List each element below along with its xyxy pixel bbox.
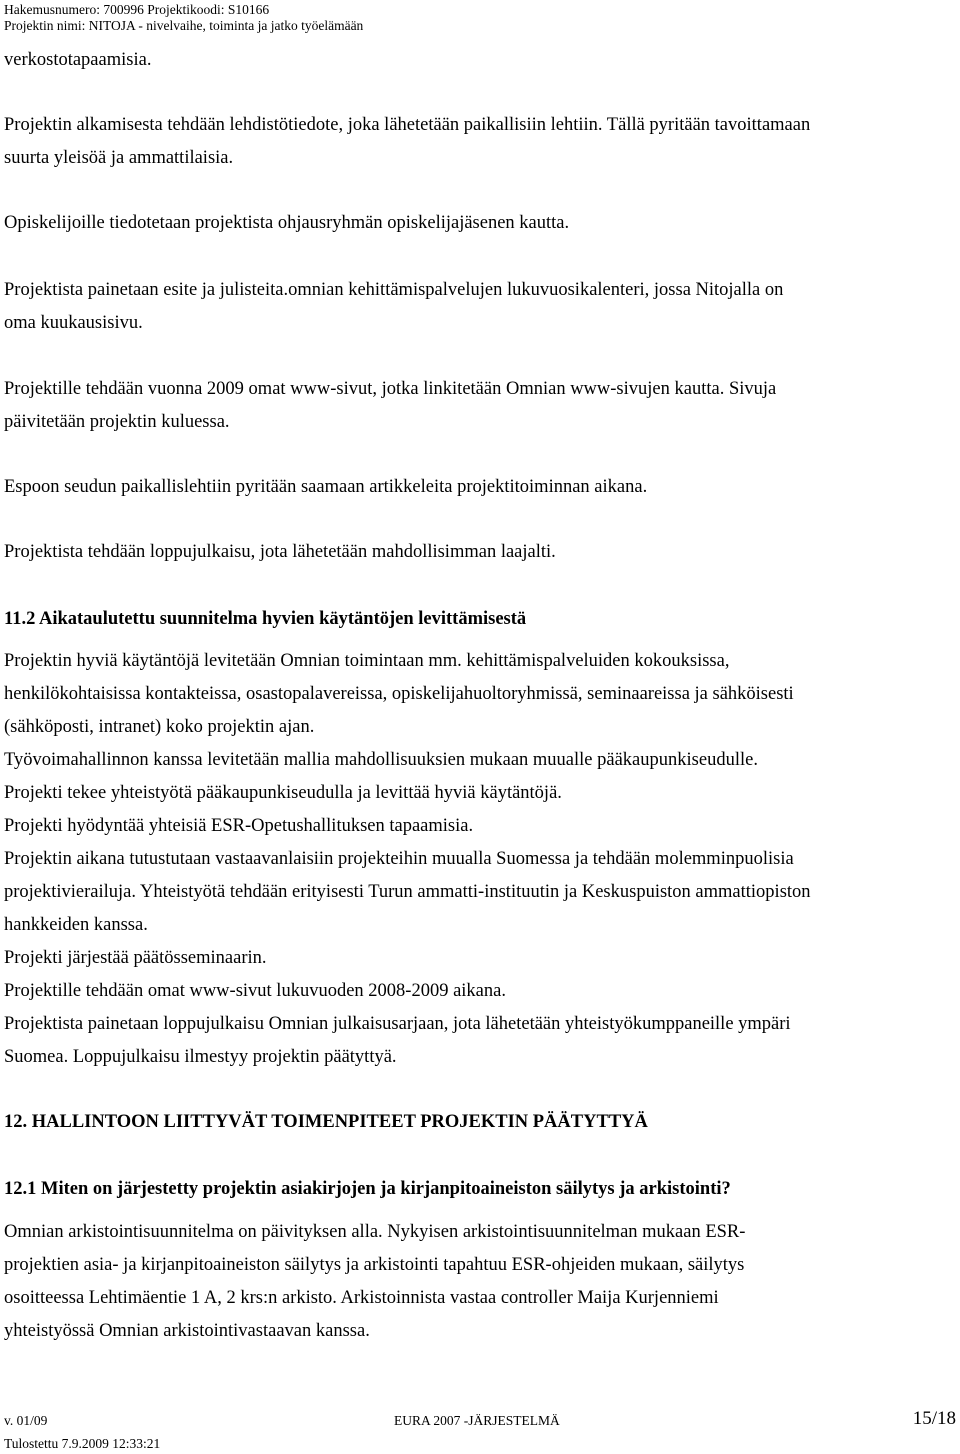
paragraph-line: Projektille tehdään omat www-sivut lukuvuoden 2008-2009 aikana. bbox=[4, 981, 506, 1001]
footer-system-name: EURA 2007 -JÄRJESTELMÄ bbox=[394, 1413, 560, 1428]
paragraph-line: Projekti hyödyntää yhteisiä ESR-Opetushallituksen tapaamisia. bbox=[4, 816, 474, 836]
paragraph-line: Projekti tekee yhteistyötä pääkaupunkiseudulla ja levittää hyviä käytäntöjä. bbox=[4, 783, 562, 803]
paragraph-line: osoitteessa Lehtimäentie 1 A, 2 krs:n arkisto. Arkistoinnista vastaa controller Maija Kurjenniemi bbox=[4, 1288, 719, 1308]
footer-version: v. 01/09 bbox=[4, 1413, 48, 1428]
paragraph-line: verkostotapaamisia. bbox=[4, 50, 152, 70]
paragraph-line: henkilökohtaisissa kontakteissa, osastopalavereissa, opiskelijahuoltoryhmissä, seminaareissa ja sähköisesti bbox=[4, 684, 794, 704]
section-heading-11-2: 11.2 Aikataulutettu suunnitelma hyvien käytäntöjen levittämisestä bbox=[4, 609, 527, 629]
paragraph-line: projektivierailuja. Yhteistyötä tehdään erityisesti Turun ammatti-instituutin ja Keskuspuiston ammattiopiston bbox=[4, 882, 811, 902]
paragraph-line: projektien asia- ja kirjanpitoaineiston säilytys ja arkistointi tapahtuu ESR-ohjeiden mukaan, säilytys bbox=[4, 1255, 745, 1275]
footer-printed-timestamp: Tulostettu 7.9.2009 12:33:21 bbox=[4, 1436, 161, 1451]
paragraph-line: Työvoimahallinnon kanssa levitetään mallia mahdollisuuksien mukaan muualle pääkaupunkiseudulle. bbox=[4, 750, 758, 770]
paragraph-line: päivitetään projektin kuluessa. bbox=[4, 412, 230, 432]
paragraph-line: Espoon seudun paikallislehtiin pyritään saamaan artikkeleita projektitoiminnan aikana. bbox=[4, 477, 648, 497]
paragraph-line: (sähköposti, intranet) koko projektin ajan. bbox=[4, 717, 315, 737]
paragraph-line: Projektin hyviä käytäntöjä levitetään Omnian toimintaan mm. kehittämispalveluiden kokouksissa, bbox=[4, 651, 730, 671]
paragraph-line: suurta yleisöä ja ammattilaisia. bbox=[4, 148, 234, 168]
paragraph-line: hankkeiden kanssa. bbox=[4, 915, 148, 935]
paragraph-line: Suomea. Loppujulkaisu ilmestyy projektin päätyttyä. bbox=[4, 1047, 397, 1067]
paragraph-line: Opiskelijoille tiedotetaan projektista ohjausryhmän opiskelijajäsenen kautta. bbox=[4, 213, 570, 233]
paragraph-line: Projektista painetaan esite ja julisteita.omnian kehittämispalvelujen lukuvuosikalenteri, jossa Nitojalla on bbox=[4, 280, 784, 300]
paragraph-line: oma kuukausisivu. bbox=[4, 313, 143, 333]
section-heading-12: 12. HALLINTOON LIITTYVÄT TOIMENPITEET PROJEKTIN PÄÄTYTTYÄ bbox=[4, 1112, 648, 1132]
header-application-number: Hakemusnumero: 700996 Projektikoodi: S10166 bbox=[4, 2, 270, 17]
header-project-name: Projektin nimi: NITOJA - nivelvaihe, toiminta ja jatko työelämään bbox=[4, 18, 364, 33]
paragraph-line: Projektista tehdään loppujulkaisu, jota lähetetään mahdollisimman laajalti. bbox=[4, 542, 556, 562]
paragraph-line: Projektin alkamisesta tehdään lehdistötiedote, joka lähetetään paikallisiin lehtiin. Tällä pyritään tavoittamaan bbox=[4, 115, 811, 135]
section-heading-12-1: 12.1 Miten on järjestetty projektin asiakirjojen ja kirjanpitoaineiston säilytys ja arkistointi? bbox=[4, 1179, 731, 1199]
paragraph-line: Projektista painetaan loppujulkaisu Omnian julkaisusarjaan, jota lähetetään yhteistyökumppaneille ympäri bbox=[4, 1014, 791, 1034]
paragraph-line: Projektin aikana tutustutaan vastaavanlaisiin projekteihin muualla Suomessa ja tehdään molemminpuolisia bbox=[4, 849, 794, 869]
paragraph-line: Projektille tehdään vuonna 2009 omat www-sivut, jotka linkitetään Omnian www-sivujen kautta. Sivuja bbox=[4, 379, 777, 399]
footer-page-number: 15/18 bbox=[912, 1408, 956, 1429]
paragraph-line: Omnian arkistointisuunnitelma on päivityksen alla. Nykyisen arkistointisuunnitelman mukaan ESR- bbox=[4, 1222, 746, 1242]
paragraph-line: Projekti järjestää päätösseminaarin. bbox=[4, 948, 267, 968]
paragraph-line: yhteistyössä Omnian arkistointivastaavan kanssa. bbox=[4, 1321, 370, 1341]
